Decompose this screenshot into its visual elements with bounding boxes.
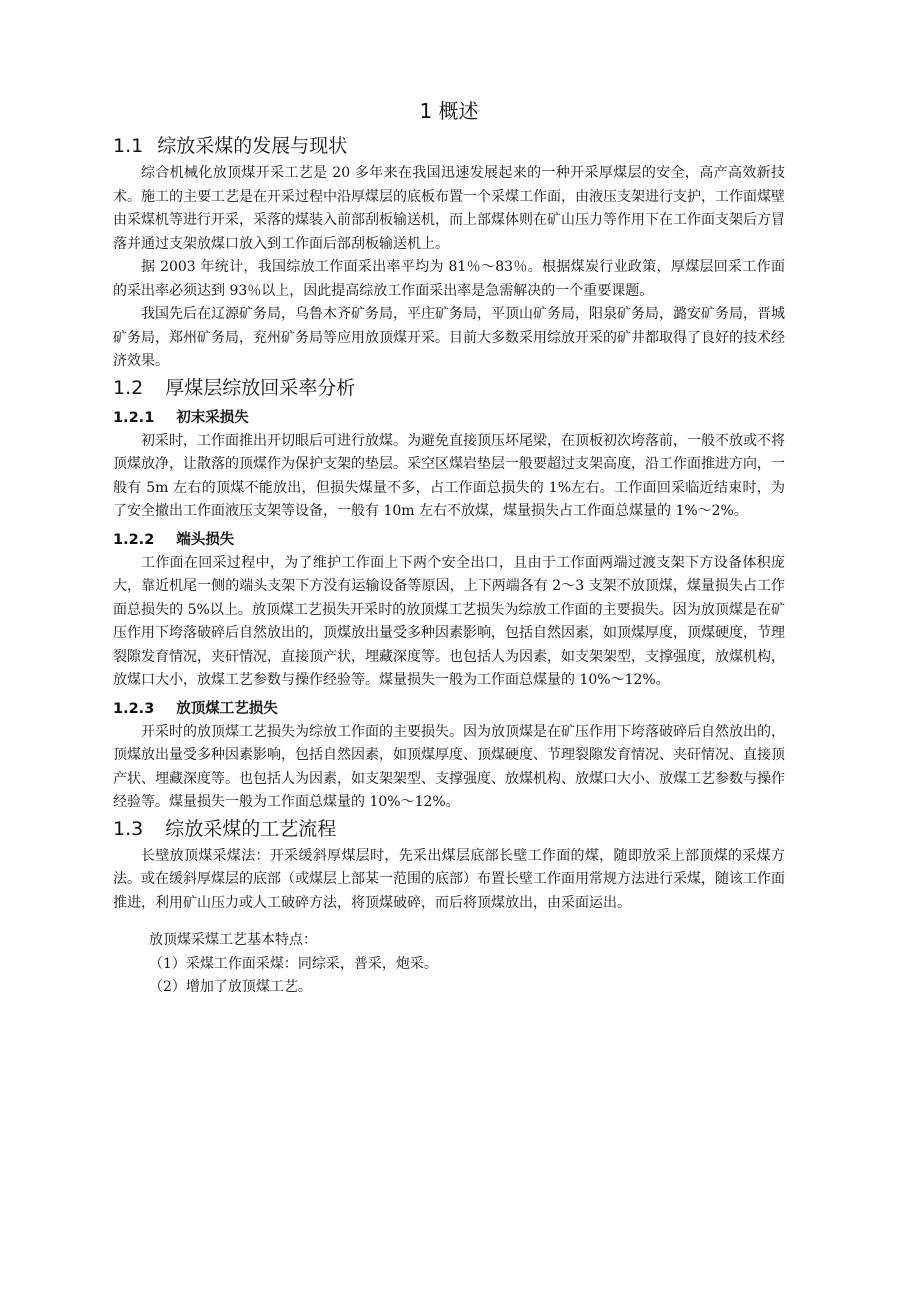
section-title: 综放采煤的发展与现状 bbox=[157, 135, 348, 157]
subsection-number: 1.2.2 bbox=[113, 531, 155, 548]
subsection-title: 放顶煤工艺损失 bbox=[176, 700, 278, 717]
section-heading-1-2 bbox=[113, 374, 785, 402]
spacer bbox=[113, 915, 785, 929]
section-number: 1.3 bbox=[113, 817, 144, 840]
paragraph: 综合机械化放顶煤开采工艺是 20 多年来在我国迅速发展起来的一种开采厚煤层的安全，高产高效新技术。施工的主要工艺是在开采过程中沿厚煤层的底板布置一个采煤工作面，由液压支架进行支护，工作面煤壁由采煤机等进行开采，采落的煤装入前部刮板输送机，而上部煤体则在矿山压力等作用下在工作面支架后方冒落并通过支架放煤口放入到工作面后部刮板输送机上。 bbox=[113, 165, 785, 252]
section-title: 厚煤层综放回采率分析 bbox=[165, 376, 356, 399]
section-heading-1-3 bbox=[113, 815, 785, 843]
paragraph: 工作面在回采过程中，为了维护工作面上下两个安全出口，且由于工作面两端过渡支架下方设备体积庞大，靠近机尾一侧的端头支架下方没有运输设备等原因，上下两端各有 2～3 支架不放顶煤，煤量损失占工作面总损失的 5%以上。放顶煤工艺损失开采时的放顶煤工艺损失为综放工作面的主要损失。因为放顶煤是在矿压作用下垮落破碎后自然放出的，顶煤放出量受多种因素影响，包括自然因素，如顶煤厚度，顶煤硬度，节理裂隙发育情况，夹矸情况，直接顶产状，埋藏深度等。也包括人为因素，如支架架型，支撑强度，放煤机构，放煤口大小，放煤工艺参数与操作经验等。煤量损失一般为工作面总煤量的 10%～12%。 bbox=[113, 554, 785, 688]
document-page bbox=[113, 96, 785, 1000]
paragraph: 据 2003 年统计，我国综放工作面采出率平均为 81％～83％。根据煤炭行业政策，厚煤层回采工作面的采出率必须达到 93％以上，因此提高综放工作面采出率是急需解决的一个重要课题。 bbox=[113, 259, 785, 299]
subsection-heading-1-2-1 bbox=[113, 406, 785, 430]
list-item: （1）采煤工作面采煤：同综采，普采，炮采。 bbox=[149, 955, 438, 972]
paragraph: 开采时的放顶煤工艺损失为综放工作面的主要损失。因为放顶煤是在矿压作用下垮落破碎后自然放出的，顶煤放出量受多种因素影响，包括自然因素，如顶煤厚度、顶煤硬度、节理裂隙发育情况、夹矸情况、直接顶产状、埋藏深度等。也包括人为因素，如支架架型、支撑强度、放煤机构、放煤口大小、放煤工艺参数与操作经验等。煤量损失一般为工作面总煤量的 10%～12%。 bbox=[113, 723, 785, 810]
section-heading-1-1 bbox=[113, 132, 785, 160]
subsection-heading-1-2-2 bbox=[113, 528, 785, 552]
subsection-heading-1-2-3 bbox=[113, 697, 785, 721]
paragraph: 我国先后在辽源矿务局，乌鲁木齐矿务局，平庄矿务局，平顶山矿务局，阳泉矿务局，潞安矿务局，晋城矿务局，郑州矿务局，兖州矿务局等应用放顶煤开采。目前大多数采用综放开采的矿井都取得了良好的技术经济效果。 bbox=[113, 306, 785, 369]
paragraph: 初采时，工作面推出开切眼后可进行放煤。为避免直接顶压坏尾梁，在顶板初次垮落前，一般不放或不将顶煤放净，让散落的顶煤作为保护支架的垫层。采空区煤岩垫层一般要超过支架高度，沿工作面推进方向，一般有 5m 左右的顶煤不能放出，但损失煤量不多，占工作面总损失的 1%左右。工作面回采临近结束时，为了安全撤出工作面液压支架等设备，一般有 10m 左右不放煤，煤量损失占工作面总煤量的 1%～2%。 bbox=[113, 432, 785, 519]
subsection-number: 1.2.1 bbox=[113, 409, 155, 426]
subsection-title: 初末采损失 bbox=[176, 409, 249, 426]
section-number: 1.2 bbox=[113, 376, 144, 399]
subsection-number: 1.2.3 bbox=[113, 700, 155, 717]
paragraph: 长壁放顶煤采煤法：开采缓斜厚煤层时，先采出煤层底部长壁工作面的煤，随即放采上部顶煤的采煤方法。或在缓斜厚煤层的底部（或煤层上部某一范围的底部）布置长壁工作面用常规方法进行采煤，随该工作面推进，利用矿山压力或人工破碎方法，将顶煤破碎，而后将顶煤放出，由采面运出。 bbox=[113, 847, 785, 911]
section-number: 1.1 bbox=[113, 135, 144, 157]
subsection-title: 端头损失 bbox=[176, 531, 235, 548]
features-intro: 放顶煤采煤工艺基本特点： bbox=[149, 932, 317, 948]
section-title: 综放采煤的工艺流程 bbox=[165, 817, 337, 840]
chapter-title: 1 概述 bbox=[419, 99, 479, 123]
list-item: （2）增加了放顶煤工艺。 bbox=[149, 979, 312, 995]
